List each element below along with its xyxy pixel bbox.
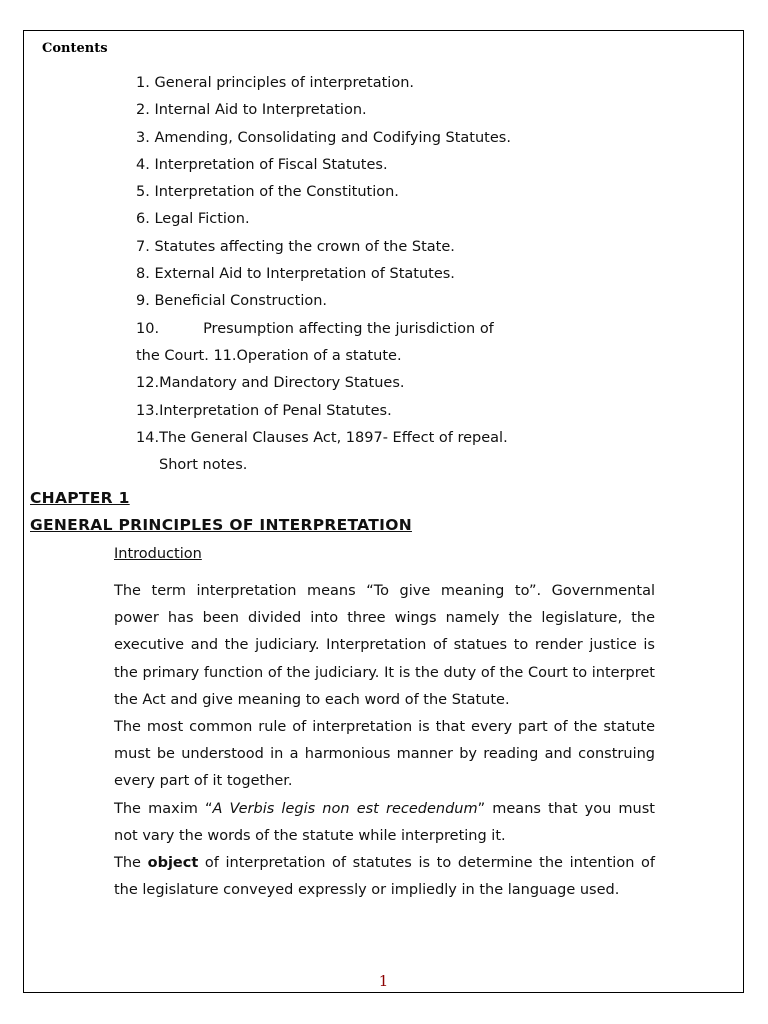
toc-item-number: 7. xyxy=(136,238,150,255)
toc-item-text: External Aid to Interpretation of Statutes. xyxy=(154,266,455,283)
toc-item-number: 13. xyxy=(136,402,160,419)
toc-item-number: 4. xyxy=(136,156,150,173)
toc-item xyxy=(136,343,656,370)
document-page xyxy=(23,30,744,993)
toc-item-number: 3. xyxy=(136,129,150,146)
toc-item xyxy=(136,370,656,397)
paragraph xyxy=(114,850,655,904)
toc-item-number: 5. xyxy=(136,184,150,201)
toc-item-text: Amending, Consolidating and Codifying Statutes. xyxy=(154,129,511,146)
section-heading: Introduction xyxy=(114,546,202,562)
table-of-contents xyxy=(136,70,656,479)
toc-item-text: The General Clauses Act, 1897- Effect of repeal. xyxy=(159,429,508,446)
toc-item-text: Statutes affecting the crown of the State. xyxy=(154,238,455,255)
toc-item xyxy=(136,125,656,152)
page-number: 1 xyxy=(378,972,389,990)
toc-item xyxy=(136,425,656,452)
toc-item xyxy=(136,316,656,343)
emphasis: object xyxy=(147,855,199,872)
toc-item-text: Internal Aid to Interpretation. xyxy=(154,102,367,119)
toc-item-text: Short notes. xyxy=(159,457,248,474)
latin-maxim: A Verbis legis non est recedendum xyxy=(212,800,478,817)
chapter-number: CHAPTER 1 xyxy=(30,489,130,507)
chapter-title: GENERAL PRINCIPLES OF INTERPRETATION xyxy=(30,516,412,534)
toc-item-number: 12. xyxy=(136,375,160,392)
paragraph: The most common rule of interpretation is that every part of the statute must be understood in a harmonious manner by reading and construing every part of it together. xyxy=(114,719,655,790)
toc-item-number: 10. xyxy=(136,320,160,337)
paragraph: The term interpretation means “To give meaning to”. Governmental power has been divided into three wings namely the legislature, the executive and the judiciary. Interpretation of statues to render justice is the primary function of the judiciary. It is the duty of the Court to interpret the Act and give meaning to each word of the Statute. xyxy=(114,583,655,708)
toc-item xyxy=(136,234,656,261)
toc-item xyxy=(136,70,656,97)
toc-item xyxy=(136,398,656,425)
toc-item xyxy=(136,206,656,233)
text-run: The xyxy=(114,855,148,872)
toc-item-number: 1. xyxy=(136,75,150,91)
toc-item-text: Beneficial Construction. xyxy=(154,293,328,310)
toc-item xyxy=(136,97,656,124)
toc-item xyxy=(136,288,656,315)
paragraph xyxy=(114,796,655,850)
toc-item-text: Mandatory and Directory Statues. xyxy=(159,375,405,392)
toc-item-number: 9. xyxy=(136,293,150,310)
text-run: of interpretation of statutes is to determine the intention of the legislature conveyed expressly or impliedly in the language used. xyxy=(114,855,656,899)
toc-item xyxy=(136,152,656,179)
toc-item-text: Legal Fiction. xyxy=(154,211,250,228)
text-run: ” means that you must not vary the words of the statute while interpreting it. xyxy=(114,800,655,844)
toc-item-text: General principles of interpretation. xyxy=(154,75,415,91)
toc-item-number: 8. xyxy=(136,266,150,283)
toc-item-number: 14. xyxy=(136,429,160,446)
text-run: The maxim “ xyxy=(114,800,213,817)
body-text xyxy=(114,578,655,904)
toc-item-number: 2. xyxy=(136,102,150,119)
toc-item-text: the Court. 11.Operation of a statute. xyxy=(136,347,402,364)
toc-item-text: Interpretation of the Constitution. xyxy=(154,184,399,201)
toc-item-number: 6. xyxy=(136,211,150,228)
toc-item xyxy=(136,261,656,288)
toc-item-text: Interpretation of Fiscal Statutes. xyxy=(154,156,388,173)
toc-item-text: Interpretation of Penal Statutes. xyxy=(159,402,392,419)
toc-item xyxy=(136,179,656,206)
toc-item-text: Presumption affecting the jurisdiction of xyxy=(203,320,494,337)
toc-item xyxy=(136,452,656,479)
contents-heading: Contents xyxy=(42,41,108,56)
